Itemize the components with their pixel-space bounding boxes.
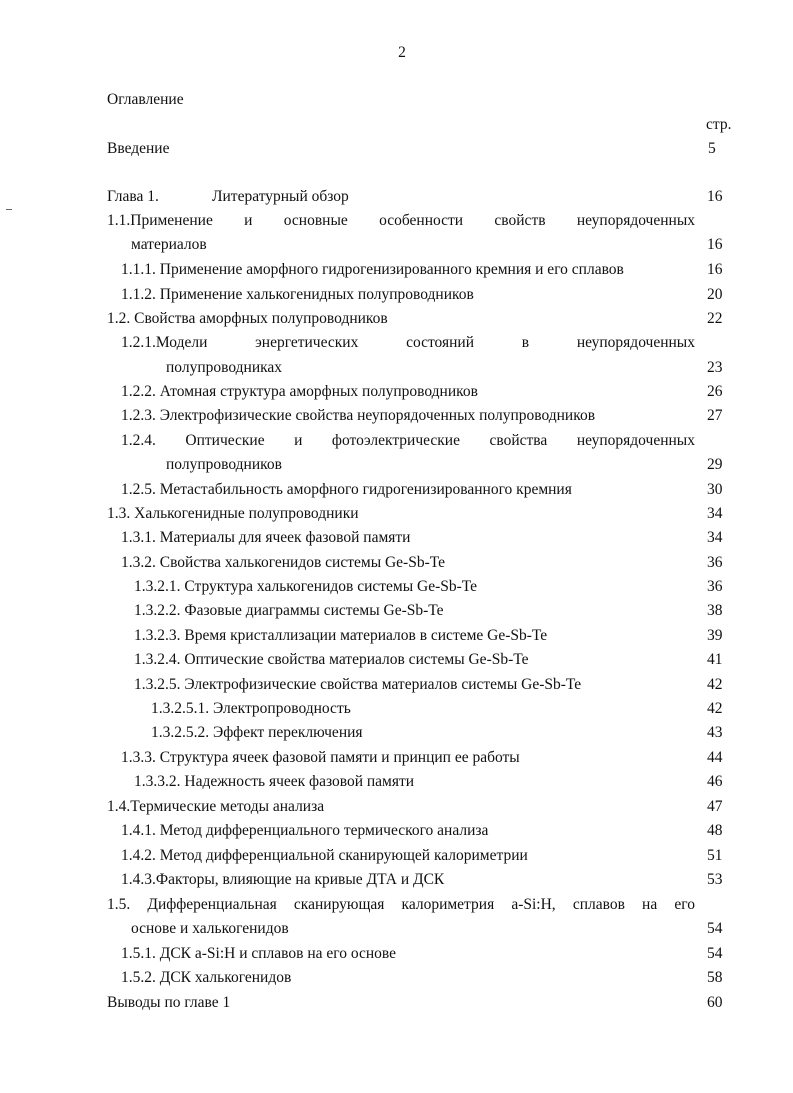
entry-label-justified bbox=[107, 895, 695, 915]
entry-page: 29 bbox=[707, 456, 723, 473]
word: особенности bbox=[379, 212, 464, 229]
entry-label: 1.1.2. Применение халькогенидных полупроводников bbox=[121, 286, 474, 303]
word: неупорядоченных bbox=[576, 212, 695, 229]
entry-label: 1.4.Термические методы анализа bbox=[107, 798, 325, 815]
word: сплавов bbox=[572, 896, 625, 913]
entry-page: 23 bbox=[707, 359, 723, 376]
entry-label: 1.2.2. Атомная структура аморфных полупроводников bbox=[121, 383, 478, 400]
word: энергетических bbox=[255, 334, 359, 351]
entry-label: 1.3.2. Свойства халькогенидов системы Ge-Sb-Te bbox=[121, 554, 446, 571]
entry-page: 39 bbox=[707, 627, 723, 644]
toc-title: Оглавление bbox=[107, 91, 184, 108]
word: неупорядоченных bbox=[576, 432, 695, 449]
entry-page: 16 bbox=[707, 261, 723, 278]
word: Дифференциальная bbox=[147, 896, 277, 913]
entry-page: 43 bbox=[707, 724, 723, 741]
entry-page: 46 bbox=[707, 773, 723, 790]
entry-page: 41 bbox=[707, 651, 723, 668]
entry-page: 5 bbox=[708, 140, 716, 157]
entry-page: 54 bbox=[707, 920, 723, 937]
entry-page: 51 bbox=[707, 847, 723, 864]
entry-label-justified bbox=[121, 431, 695, 451]
entry-label-continuation: материалов bbox=[131, 236, 207, 253]
scan-mark bbox=[6, 209, 12, 210]
entry-label: 1.3.2.2. Фазовые диаграммы системы Ge-Sb-Te bbox=[134, 602, 444, 619]
word: 1.2.4. bbox=[121, 432, 156, 449]
entry-label: 1.2.5. Метастабильность аморфного гидрогенизированного кремния bbox=[121, 481, 572, 498]
entry-page: 27 bbox=[707, 407, 723, 424]
entry-page: 42 bbox=[707, 700, 723, 717]
entry-page: 22 bbox=[707, 310, 723, 327]
word: a-Si:H, bbox=[511, 896, 556, 913]
entry-page: 58 bbox=[707, 969, 723, 986]
entry-page: 16 bbox=[707, 188, 723, 205]
entry-label: 1.3.3. Структура ячеек фазовой памяти и принцип ее работы bbox=[121, 749, 520, 766]
entry-page: 36 bbox=[707, 578, 723, 595]
page-number: 2 bbox=[398, 44, 406, 61]
entry-label: 1.3.2.4. Оптические свойства материалов системы Ge-Sb-Te bbox=[134, 651, 529, 668]
word: в bbox=[521, 334, 530, 351]
entry-page: 48 bbox=[707, 822, 723, 839]
entry-page: 30 bbox=[707, 481, 723, 498]
entry-page: 20 bbox=[707, 286, 723, 303]
word: состояний bbox=[406, 334, 475, 351]
page-column-header: стр. bbox=[706, 116, 732, 133]
word: свойства bbox=[489, 432, 548, 449]
entry-label-justified bbox=[107, 211, 695, 231]
entry-page: 53 bbox=[707, 871, 723, 888]
entry-page: 47 bbox=[707, 798, 723, 815]
entry-page: 60 bbox=[707, 994, 723, 1011]
entry-label: 1.3.2.3. Время кристаллизации материалов в системе Ge-Sb-Te bbox=[134, 627, 548, 644]
entry-label: 1.4.1. Метод дифференциального термического анализа bbox=[121, 822, 489, 839]
word: его bbox=[674, 896, 695, 913]
entry-label: 1.2. Свойства аморфных полупроводников bbox=[107, 310, 388, 327]
entry-label-continuation: полупроводников bbox=[166, 456, 282, 473]
word: калориметрия bbox=[401, 896, 495, 913]
entry-page: 16 bbox=[707, 236, 723, 253]
entry-page: 42 bbox=[707, 676, 723, 693]
entry-page: 34 bbox=[707, 529, 723, 546]
word: неупорядоченных bbox=[576, 334, 695, 351]
entry-label: 1.3.2.5.1. Электропроводность bbox=[151, 700, 351, 717]
word: 1.5. bbox=[107, 896, 131, 913]
entry-page: 34 bbox=[707, 505, 723, 522]
word: и bbox=[244, 212, 253, 229]
entry-label: 1.5.2. ДСК халькогенидов bbox=[121, 969, 292, 986]
entry-page: 44 bbox=[707, 749, 723, 766]
word: основные bbox=[283, 212, 348, 229]
word: Оптические bbox=[185, 432, 265, 449]
word: на bbox=[642, 896, 658, 913]
entry-label: 1.2.3. Электрофизические свойства неупорядоченных полупроводников bbox=[121, 407, 596, 424]
entry-label-continuation: основе и халькогенидов bbox=[131, 920, 289, 937]
entry-page: 36 bbox=[707, 554, 723, 571]
entry-label: 1.3.2.5.2. Эффект переключения bbox=[151, 724, 363, 741]
chapter-number: Глава 1. bbox=[107, 188, 159, 205]
entry-page: 26 bbox=[707, 383, 723, 400]
entry-label: 1.3.2.5. Электрофизические свойства материалов системы Ge-Sb-Te bbox=[134, 676, 582, 693]
entry-page: 38 bbox=[707, 602, 723, 619]
word: 1.2.1.Модели bbox=[121, 334, 208, 351]
chapter-title: Литературный обзор bbox=[212, 188, 349, 205]
entry-label: 1.3.1. Материалы для ячеек фазовой памяти bbox=[121, 529, 411, 546]
word: 1.1.Применение bbox=[107, 212, 213, 229]
word: фотоэлектрические bbox=[331, 432, 460, 449]
entry-label-continuation: полупроводниках bbox=[166, 359, 283, 376]
entry-label: 1.3.2.1. Структура халькогенидов системы Ge-Sb-Te bbox=[134, 578, 478, 595]
entry-label: 1.4.2. Метод дифференциальной сканирующей калориметрии bbox=[121, 847, 528, 864]
entry-label: 1.4.3.Факторы, влияющие на кривые ДТА и ДСК bbox=[121, 871, 445, 888]
entry-label-justified bbox=[121, 333, 695, 353]
word: свойств bbox=[494, 212, 546, 229]
entry-label: Выводы по главе 1 bbox=[107, 994, 231, 1011]
word: и bbox=[294, 432, 303, 449]
entry-label: 1.3.3.2. Надежность ячеек фазовой памяти bbox=[134, 773, 415, 790]
entry-label: 1.1.1. Применение аморфного гидрогенизированного кремния и его сплавов bbox=[121, 261, 624, 278]
entry-label: 1.5.1. ДСК a-Si:H и сплавов на его основе bbox=[121, 945, 397, 962]
entry-label: 1.3. Халькогенидные полупроводники bbox=[107, 505, 359, 522]
word: сканирующая bbox=[293, 896, 385, 913]
entry-label: Введение bbox=[107, 140, 170, 157]
entry-page: 54 bbox=[707, 945, 723, 962]
